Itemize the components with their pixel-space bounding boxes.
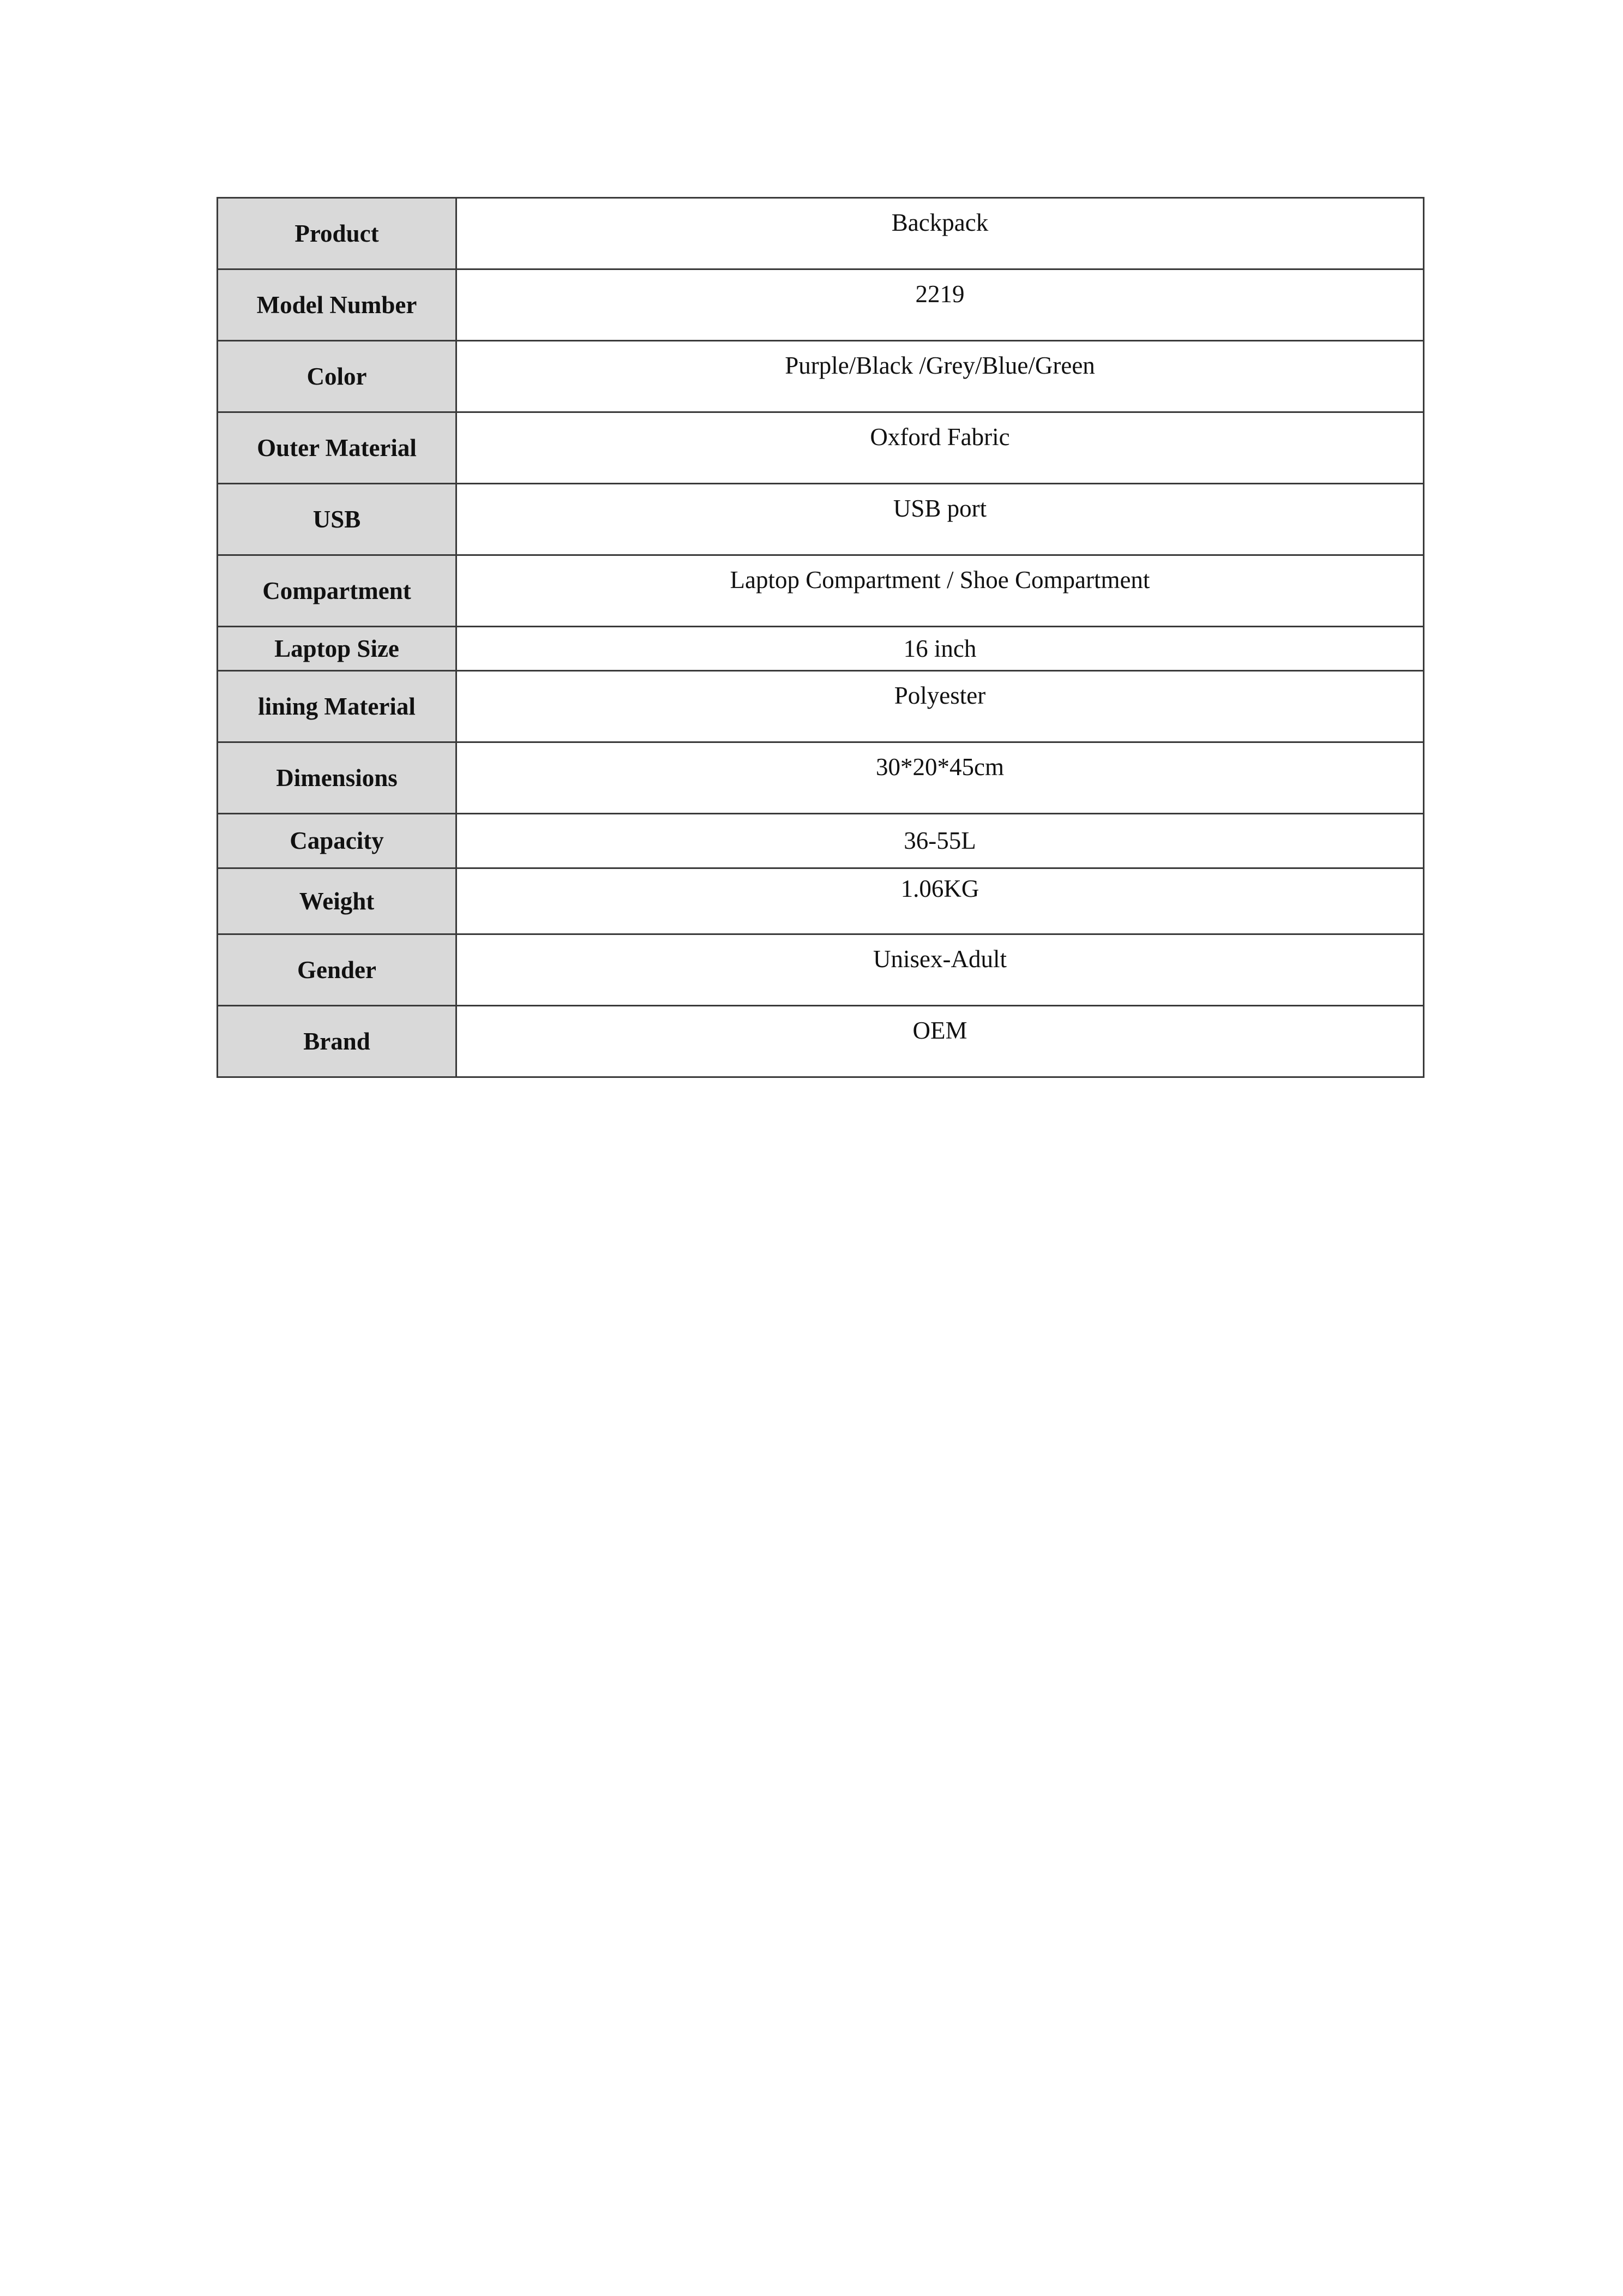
row-label: Model Number: [218, 269, 456, 341]
row-label: Brand: [218, 1006, 456, 1077]
table-row: [218, 555, 1424, 627]
table-row: [218, 671, 1424, 742]
row-value: Laptop Compartment / Shoe Compartment: [456, 555, 1424, 627]
row-label: Dimensions: [218, 742, 456, 814]
row-label: Capacity: [218, 814, 456, 868]
table-row: [218, 269, 1424, 341]
row-label: USB: [218, 484, 456, 555]
product-spec-table: [217, 197, 1424, 1078]
table-row: [218, 814, 1424, 868]
row-label: Weight: [218, 868, 456, 934]
row-value: Purple/Black /Grey/Blue/Green: [456, 341, 1424, 412]
row-label: Compartment: [218, 555, 456, 627]
row-value: Unisex-Adult: [456, 934, 1424, 1006]
table-row: [218, 198, 1424, 269]
table-row: [218, 1006, 1424, 1077]
row-label: Outer Material: [218, 412, 456, 484]
row-label: Laptop Size: [218, 627, 456, 671]
table-row: [218, 742, 1424, 814]
row-label: Gender: [218, 934, 456, 1006]
row-value: Oxford Fabric: [456, 412, 1424, 484]
row-value: 36-55L: [456, 814, 1424, 868]
row-value: Polyester: [456, 671, 1424, 742]
table-row: [218, 934, 1424, 1006]
table-row: [218, 868, 1424, 934]
row-label: Color: [218, 341, 456, 412]
table-row: [218, 341, 1424, 412]
row-value: OEM: [456, 1006, 1424, 1077]
row-value: USB port: [456, 484, 1424, 555]
row-value: 16 inch: [456, 627, 1424, 671]
row-label: Product: [218, 198, 456, 269]
row-value: 1.06KG: [456, 868, 1424, 934]
table-row: [218, 627, 1424, 671]
table-row: [218, 484, 1424, 555]
row-value: Backpack: [456, 198, 1424, 269]
table-row: [218, 412, 1424, 484]
row-value: 30*20*45cm: [456, 742, 1424, 814]
row-label: lining Material: [218, 671, 456, 742]
row-value: 2219: [456, 269, 1424, 341]
